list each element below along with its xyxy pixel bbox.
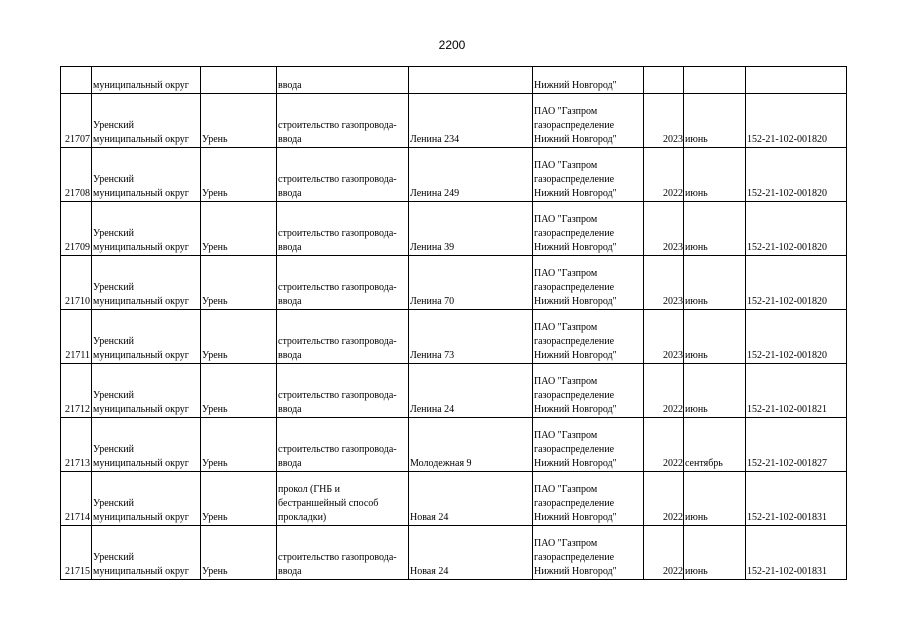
organization-cell: ПАО "Газпром газораспределение Нижний Новгород": [533, 526, 644, 580]
year-cell: 2022: [644, 148, 684, 202]
year-cell: 2023: [644, 310, 684, 364]
district-cell: Уренский муниципальный округ: [92, 148, 201, 202]
year-cell: 2022: [644, 418, 684, 472]
row-number-cell: 21714: [61, 472, 92, 526]
district-cell: Уренский муниципальный округ: [92, 418, 201, 472]
table-row: [61, 67, 847, 94]
month-cell: июнь: [684, 94, 746, 148]
address-cell: Ленина 73: [409, 310, 533, 364]
code-cell: 152-21-102-001820: [746, 148, 847, 202]
district-cell: муниципальный округ: [92, 67, 201, 94]
month-cell: июнь: [684, 202, 746, 256]
work-type-cell: ввода: [277, 67, 409, 94]
table-row: [61, 472, 847, 526]
month-cell: [684, 67, 746, 94]
code-cell: 152-21-102-001831: [746, 526, 847, 580]
district-cell: Уренский муниципальный округ: [92, 256, 201, 310]
address-cell: Ленина 39: [409, 202, 533, 256]
district-cell: Уренский муниципальный округ: [92, 202, 201, 256]
month-cell: июнь: [684, 472, 746, 526]
locality-cell: Урень: [201, 310, 277, 364]
code-cell: [746, 67, 847, 94]
row-number-cell: 21708: [61, 148, 92, 202]
year-cell: 2023: [644, 94, 684, 148]
code-cell: 152-21-102-001820: [746, 94, 847, 148]
address-cell: Ленина 234: [409, 94, 533, 148]
row-number-cell: 21711: [61, 310, 92, 364]
locality-cell: [201, 67, 277, 94]
locality-cell: Урень: [201, 364, 277, 418]
table-row: [61, 364, 847, 418]
table-row: [61, 418, 847, 472]
organization-cell: Нижний Новгород": [533, 67, 644, 94]
organization-cell: ПАО "Газпром газораспределение Нижний Новгород": [533, 94, 644, 148]
table-row: [61, 310, 847, 364]
organization-cell: ПАО "Газпром газораспределение Нижний Новгород": [533, 418, 644, 472]
locality-cell: Урень: [201, 526, 277, 580]
year-cell: 2023: [644, 256, 684, 310]
locality-cell: Урень: [201, 472, 277, 526]
table-row: [61, 256, 847, 310]
year-cell: 2023: [644, 202, 684, 256]
address-cell: Молодежная 9: [409, 418, 533, 472]
organization-cell: ПАО "Газпром газораспределение Нижний Новгород": [533, 472, 644, 526]
row-number-cell: 21712: [61, 364, 92, 418]
row-number-cell: [61, 67, 92, 94]
locality-cell: Урень: [201, 94, 277, 148]
year-cell: [644, 67, 684, 94]
address-cell: Ленина 24: [409, 364, 533, 418]
row-number-cell: 21713: [61, 418, 92, 472]
code-cell: 152-21-102-001820: [746, 202, 847, 256]
code-cell: 152-21-102-001831: [746, 472, 847, 526]
work-type-cell: строительство газопровода- ввода: [277, 526, 409, 580]
work-type-cell: строительство газопровода- ввода: [277, 202, 409, 256]
work-type-cell: прокол (ГНБ и бестраншейный способ прокладки): [277, 472, 409, 526]
month-cell: июнь: [684, 148, 746, 202]
row-number-cell: 21715: [61, 526, 92, 580]
district-cell: Уренский муниципальный округ: [92, 526, 201, 580]
address-cell: Ленина 249: [409, 148, 533, 202]
code-cell: 152-21-102-001820: [746, 310, 847, 364]
address-cell: Ленина 70: [409, 256, 533, 310]
year-cell: 2022: [644, 364, 684, 418]
page-number: 2200: [438, 38, 466, 52]
data-table: [60, 66, 847, 580]
organization-cell: ПАО "Газпром газораспределение Нижний Новгород": [533, 310, 644, 364]
table-row: [61, 94, 847, 148]
district-cell: Уренский муниципальный округ: [92, 472, 201, 526]
organization-cell: ПАО "Газпром газораспределение Нижний Новгород": [533, 364, 644, 418]
month-cell: июнь: [684, 256, 746, 310]
month-cell: июнь: [684, 310, 746, 364]
code-cell: 152-21-102-001827: [746, 418, 847, 472]
address-cell: Новая 24: [409, 526, 533, 580]
month-cell: сентябрь: [684, 418, 746, 472]
locality-cell: Урень: [201, 256, 277, 310]
work-type-cell: строительство газопровода- ввода: [277, 256, 409, 310]
month-cell: июнь: [684, 364, 746, 418]
district-cell: Уренский муниципальный округ: [92, 310, 201, 364]
locality-cell: Урень: [201, 148, 277, 202]
district-cell: Уренский муниципальный округ: [92, 94, 201, 148]
work-type-cell: строительство газопровода- ввода: [277, 94, 409, 148]
table-row: [61, 202, 847, 256]
row-number-cell: 21710: [61, 256, 92, 310]
address-cell: [409, 67, 533, 94]
work-type-cell: строительство газопровода- ввода: [277, 310, 409, 364]
year-cell: 2022: [644, 472, 684, 526]
organization-cell: ПАО "Газпром газораспределение Нижний Новгород": [533, 148, 644, 202]
code-cell: 152-21-102-001820: [746, 256, 847, 310]
locality-cell: Урень: [201, 418, 277, 472]
table-row: [61, 526, 847, 580]
code-cell: 152-21-102-001821: [746, 364, 847, 418]
work-type-cell: строительство газопровода- ввода: [277, 418, 409, 472]
district-cell: Уренский муниципальный округ: [92, 364, 201, 418]
locality-cell: Урень: [201, 202, 277, 256]
year-cell: 2022: [644, 526, 684, 580]
row-number-cell: 21709: [61, 202, 92, 256]
organization-cell: ПАО "Газпром газораспределение Нижний Новгород": [533, 256, 644, 310]
address-cell: Новая 24: [409, 472, 533, 526]
month-cell: июнь: [684, 526, 746, 580]
organization-cell: ПАО "Газпром газораспределение Нижний Новгород": [533, 202, 644, 256]
work-type-cell: строительство газопровода- ввода: [277, 364, 409, 418]
work-type-cell: строительство газопровода- ввода: [277, 148, 409, 202]
row-number-cell: 21707: [61, 94, 92, 148]
table-row: [61, 148, 847, 202]
